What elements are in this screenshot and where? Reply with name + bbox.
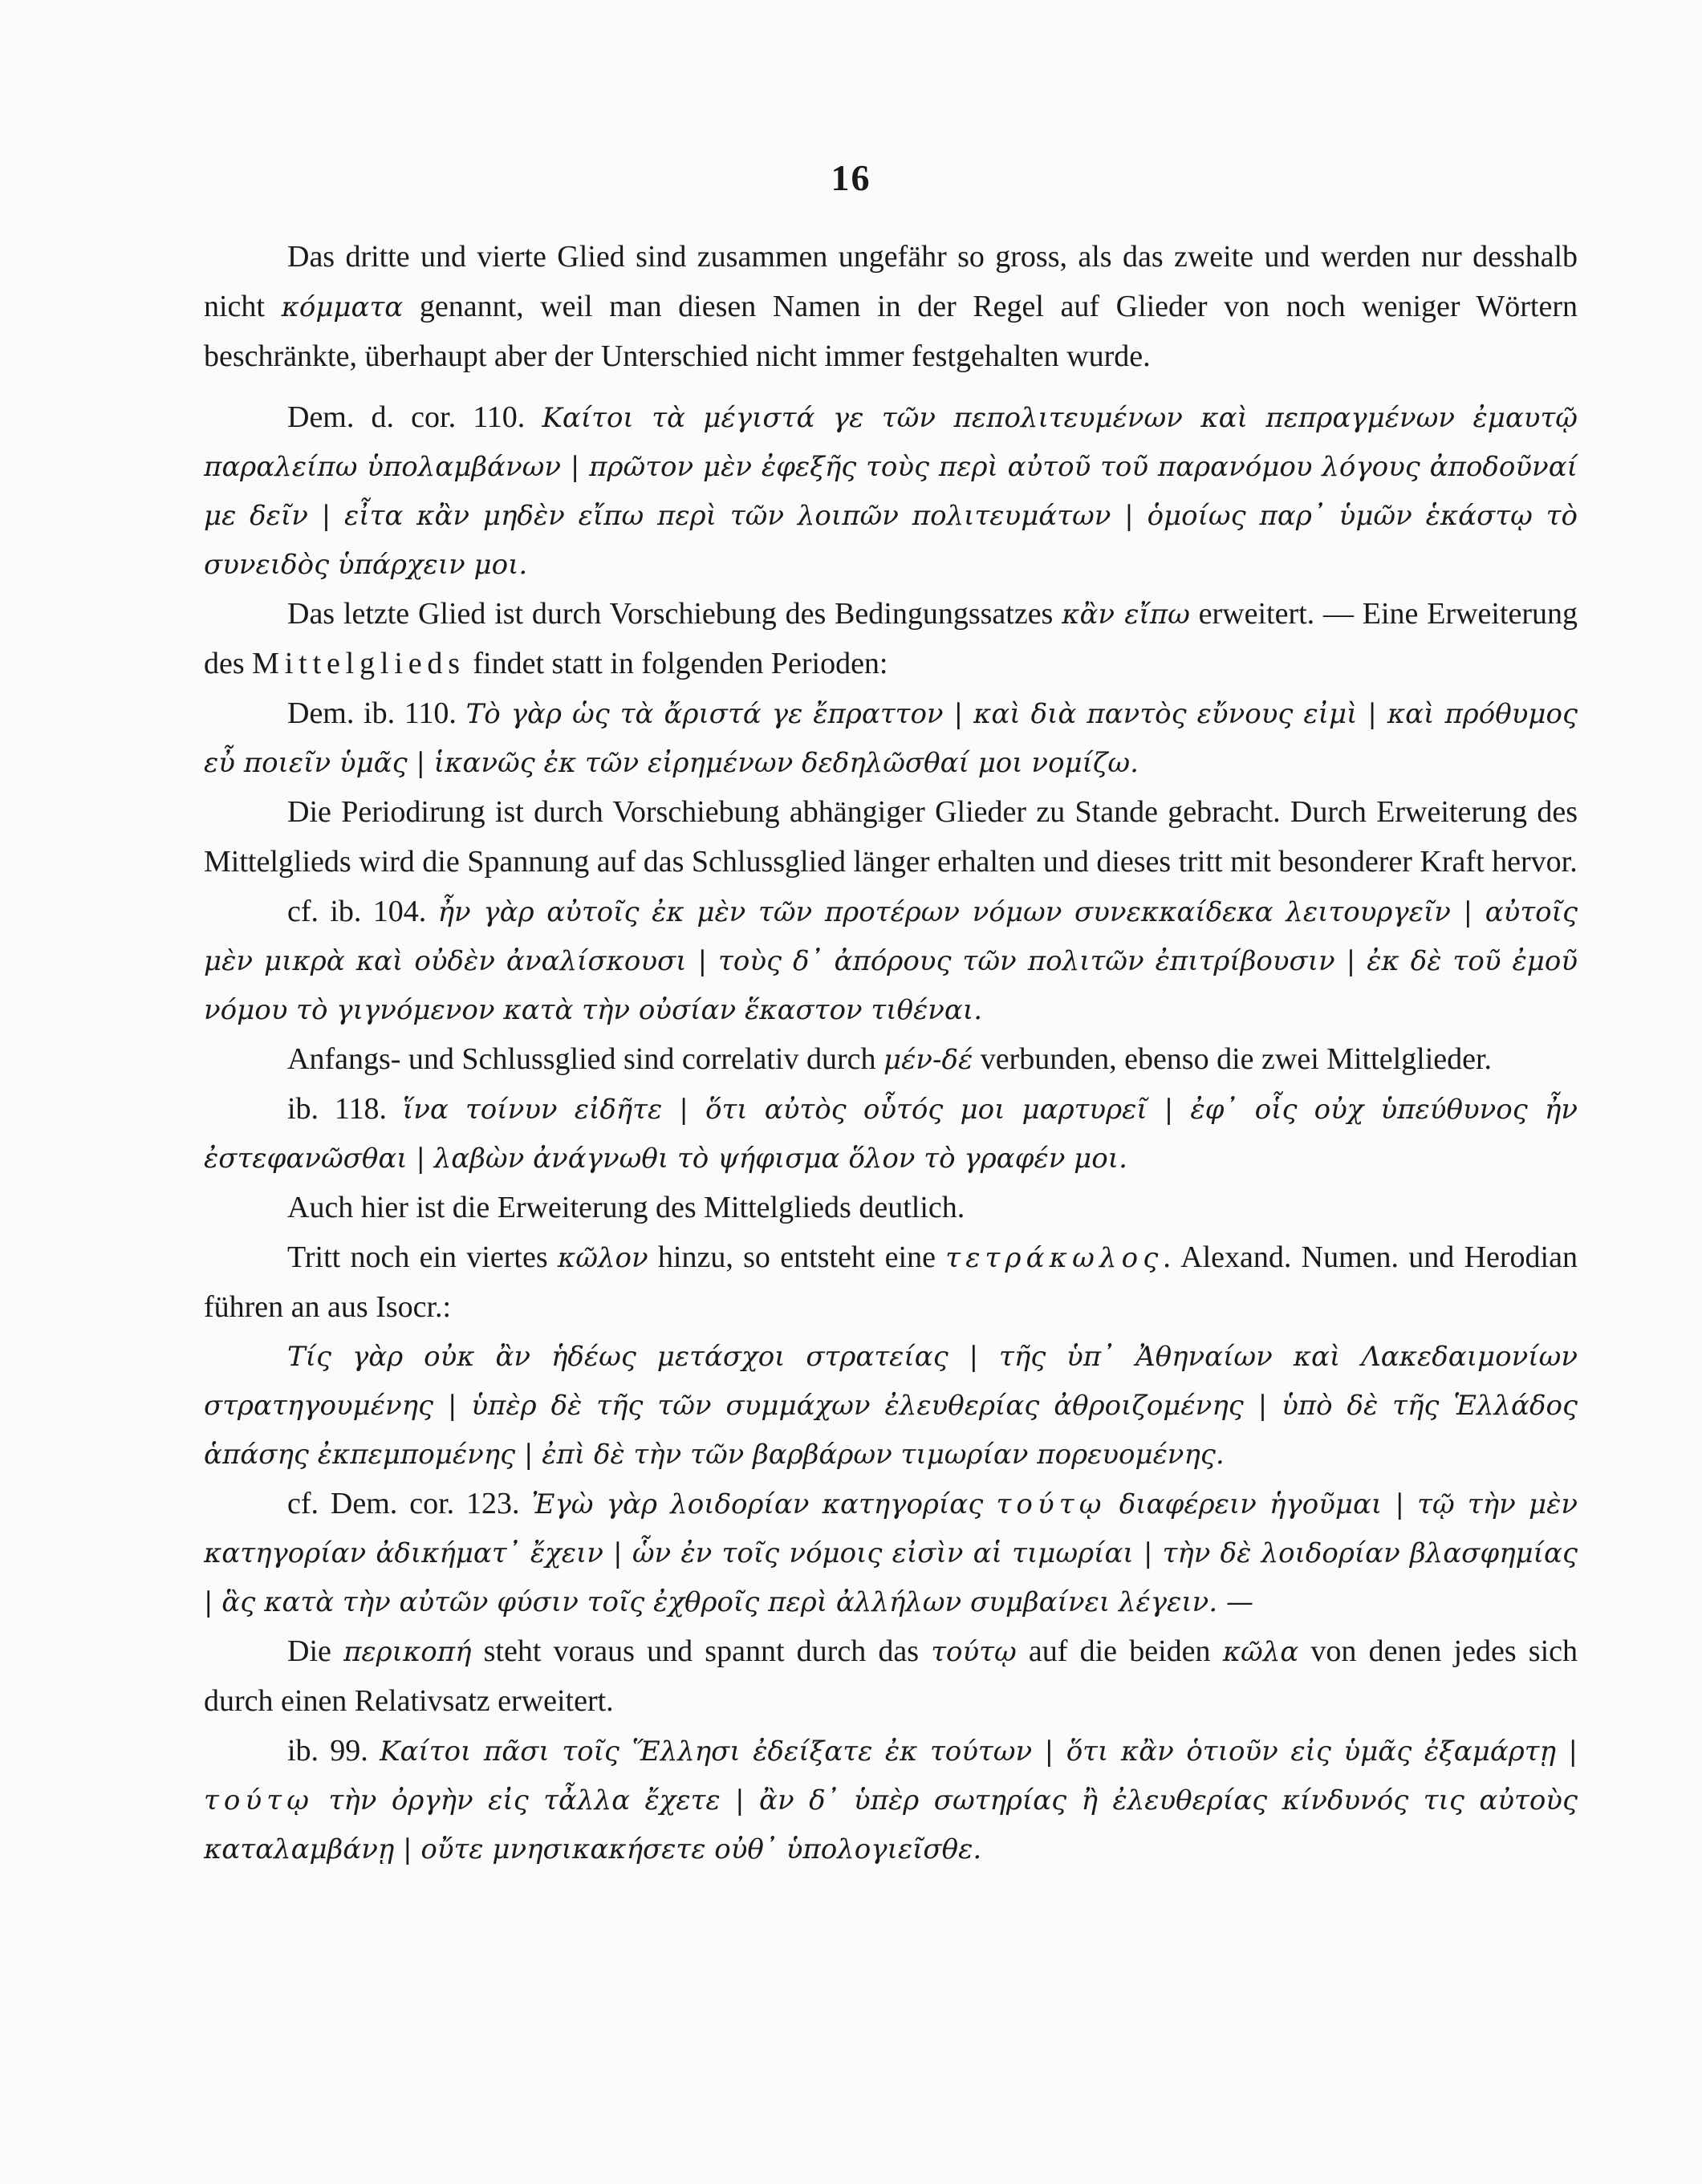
spaced-emphasis: τετράκωλος (945, 1242, 1164, 1274)
greek-text: τούτῳ (931, 1636, 1017, 1668)
source-ref: Dem. ib. 110. (287, 696, 466, 730)
german-text: Die (287, 1634, 344, 1668)
german-text: Tritt noch ein viertes (287, 1240, 558, 1274)
quotation (204, 1480, 1578, 1627)
german-text: von denen jedes sich durch einen Relativsatz erweitert. (204, 1634, 1578, 1718)
german-text: genannt, weil man diesen Namen in der Regel auf Glieder von noch weniger Wörtern beschränkte, überhaupt aber der Unterschied nicht immer festgehalten wurde. (204, 290, 1578, 373)
greek-text: ἵνα τοίνυν εἰδῆτε | ὅτι αὐτὸς οὗτός μοι μαρτυρεῖ | ἐφ᾿ οἷς οὐχ ὑπεύθυνος ἦν ἐστεφανῶσθαι | λαβὼν ἀνάγνωθι τὸ ψήφισμα ὅλον τὸ γραφέν μοι. (204, 1094, 1578, 1175)
german-text: erweitert. — Eine Erweiterung des (204, 597, 1578, 680)
quotation (204, 1727, 1578, 1874)
greek-text: κῶλα (1222, 1636, 1299, 1668)
german-text: Die Periodirung ist durch Vorschiebung abhängiger Glieder zu Stande gebracht. Durch Erweiterung des Mittelglieds wird die Spannung auf das Schlussglied länger erhalten und dieses tritt mit besonderer Kraft hervor. (204, 795, 1578, 879)
source-ref: cf. ib. 104. (287, 895, 438, 928)
german-text: Das dritte und vierte Glied sind zusammen ungefähr so gross, als das zweite und werden nur desshalb nicht (204, 240, 1578, 323)
quotation (204, 887, 1578, 1035)
paragraph (204, 788, 1578, 887)
greek-text: διαφέρειν ἡγοῦμαι | τῷ τὴν μὲν κατηγορίαν ἀδικήματ᾿ ἔχειν | ὧν ἐν τοῖς νόμοις εἰσὶν αἱ τιμωρίαι | τὴν δὲ λοιδορίαν βλασφημίας | ἃς κατὰ τὴν αὐτῶν φύσιν τοῖς ἐχθροῖς περὶ ἀλλήλων συμβαίνει λέγειν. — (204, 1488, 1578, 1618)
spaced-emphasis: τούτῳ (996, 1488, 1107, 1520)
quotation (204, 393, 1578, 590)
greek-text: Καίτοι τὰ μέγιστά γε τῶν πεπολιτευμένων καὶ πεπραγμένων ἐμαυτῷ παραλείπω ὑπολαμβάνων | πρῶτον μὲν ἐφεξῆς τοὺς περὶ αὐτοῦ τοῦ παρανόμου λόγους ἀποδοῦναί με δεῖν | εἶτα κἂν μηδὲν εἴπω περὶ τῶν λοιπῶν πολιτευμάτων | ὁμοίως παρ᾿ ὑμῶν ἑκάστῳ τὸ συνειδὸς ὑπάρχειν μοι. (204, 402, 1578, 581)
page-number: 16 (831, 157, 871, 198)
german-text: . Alexand. Numen. und Herodian führen an aus Isocr.: (204, 1240, 1578, 1324)
greek-text: Καίτοι πᾶσι τοῖς Ἕλλησι ἐδείξατε ἐκ τούτων | ὅτι κἂν ὁτιοῦν εἰς ὑμᾶς ἐξαμάρτῃ | (380, 1735, 1578, 1768)
source-ref: Dem. d. cor. 110. (287, 400, 542, 434)
greek-text: Τίς γὰρ οὐκ ἂν ἡδέως μετάσχοι στρατείας | τῆς ὑπ᾿ Ἀθηναίων καὶ Λακεδαιμονίων στρατηγουμένης | ὑπὲρ δὲ τῆς τῶν συμμάχων ἐλευθερίας ἀθροιζομένης | ὑπὸ δὲ τῆς Ἑλλάδος ἁπάσης ἐκπεμπομένης | ἐπὶ δὲ τὴν τῶν βαρβάρων τιμωρίαν πορευομένης. (204, 1341, 1578, 1471)
paragraph (204, 1035, 1578, 1085)
german-text: hinzu, so entsteht eine (648, 1240, 946, 1274)
greek-text: Τὸ γὰρ ὡς τὰ ἄριστά γε ἔπραττον | καὶ διὰ παντὸς εὔνους εἰμὶ | καὶ πρόθυμος εὖ ποιεῖν ὑμᾶς | ἱκανῶς ἐκ τῶν εἰρημένων δεδηλῶσθαί μοι νομίζω. (204, 698, 1578, 779)
greek-text: κῶλον (557, 1242, 648, 1274)
quotation (204, 689, 1578, 788)
spaced-emphasis: τούτῳ (204, 1784, 315, 1817)
german-text: Das letzte Glied ist durch Vorschiebung des Bedingungssatzes (287, 597, 1062, 631)
greek-text: τὴν ὀργὴν εἰς τἆλλα ἔχετε | ἂν δ᾿ ὑπὲρ σωτηρίας ἢ ἐλευθερίας κίνδυνός τις αὐτοὺς καταλαμβάνῃ | οὔτε μνησικακήσετε οὐθ᾿ ὑπολογιεῖσθε. (204, 1784, 1578, 1865)
paragraph (204, 1627, 1578, 1727)
source-ref: ib. 99. (287, 1734, 380, 1768)
german-text: verbunden, ebenso die zwei Mittelglieder. (973, 1042, 1493, 1076)
greek-text: Ἐγὼ γὰρ λοιδορίαν κατηγορίας (531, 1488, 997, 1520)
greek-text: ἦν γὰρ αὐτοῖς ἐκ μὲν τῶν προτέρων νόμων συνεκκαίδεκα λειτουργεῖν | αὐτοῖς μὲν μικρὰ καὶ οὐδὲν ἀναλίσκουσι | τοὺς δ᾿ ἀπόρους τῶν πολιτῶν ἐπιτρίβουσιν | ἐκ δὲ τοῦ ἐμοῦ νόμου τὸ γιγνόμενον κατὰ τὴν οὐσίαν ἕκαστον τιθέναι. (204, 896, 1578, 1026)
source-ref: ib. 118. (287, 1092, 403, 1126)
source-ref: cf. Dem. cor. 123. (287, 1487, 532, 1520)
german-text: Auch hier ist die Erweiterung des Mittelglieds deutlich. (287, 1191, 965, 1224)
german-text: auf die beiden (1016, 1634, 1223, 1668)
german-text: steht voraus und spannt durch das (471, 1634, 932, 1668)
quotation (204, 1085, 1578, 1183)
greek-text: κἂν εἴπω (1062, 599, 1190, 631)
quotation (204, 1333, 1578, 1480)
paragraph (204, 590, 1578, 689)
greek-text: μέν-δέ (883, 1044, 973, 1076)
greek-text: περικοπή (343, 1636, 472, 1668)
greek-text: κόμματα (281, 291, 404, 323)
spaced-emphasis: Mittelglieds (252, 647, 465, 680)
paragraph (204, 233, 1578, 382)
german-text: Anfangs- und Schlussglied sind correlativ durch (287, 1042, 883, 1076)
german-text: findet statt in folgenden Perioden: (465, 647, 888, 680)
paragraph (204, 1183, 1578, 1233)
page-body (204, 233, 1578, 1874)
paragraph (204, 1233, 1578, 1333)
